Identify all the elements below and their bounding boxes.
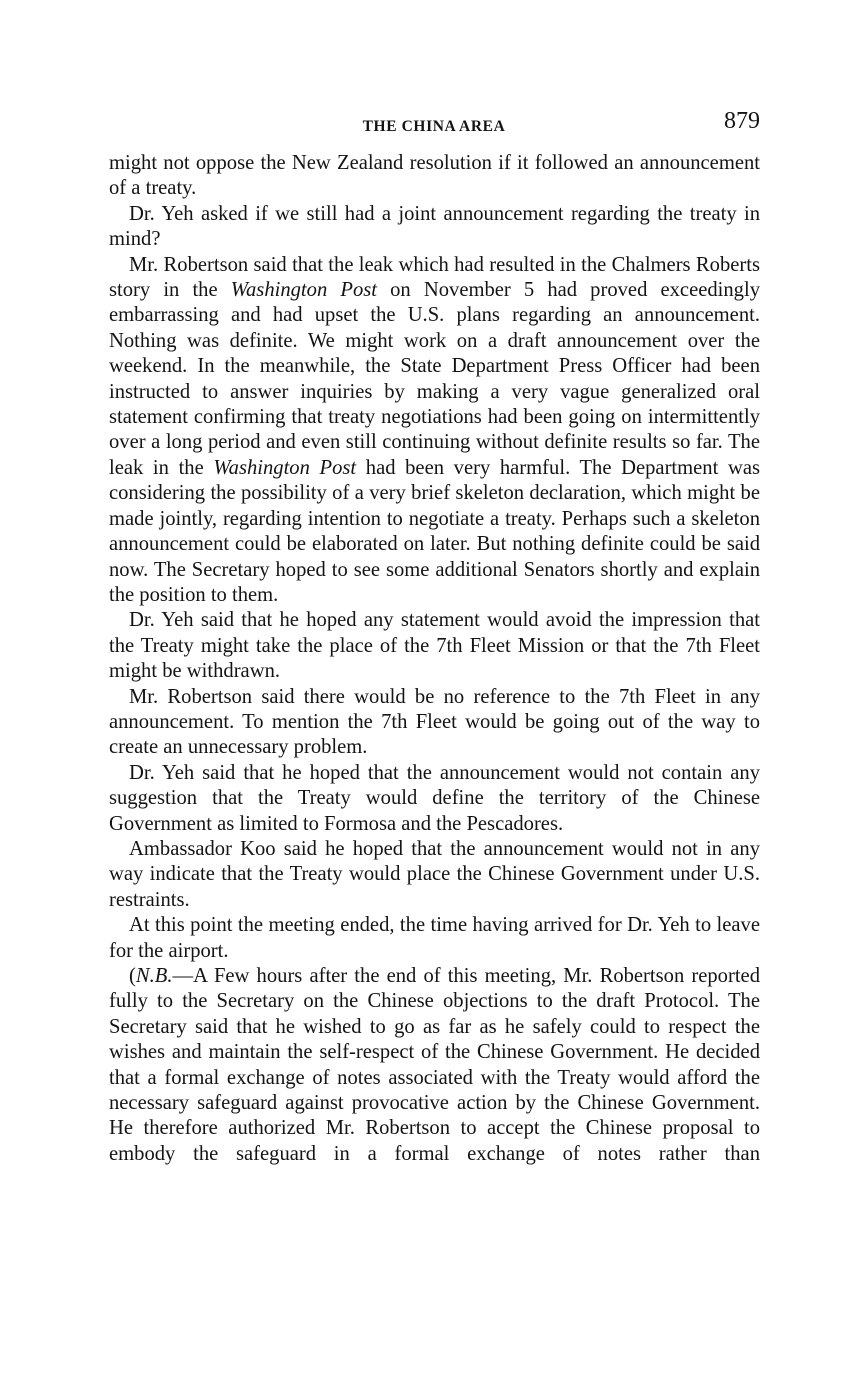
nota-bene-label: N.B. — [135, 965, 173, 987]
paragraph-5: Mr. Robertson said there would be no reference to the 7th Fleet in any announcement. To mention the 7th Fleet would be going out of the way to create an unnecessary problem. — [109, 685, 760, 759]
paragraph-1: might not oppose the New Zealand resolution if it followed an announcement of a treaty. — [109, 152, 760, 200]
paragraph-3-text-c: had been very harmful. The Department was considering the possibility of a very brief skeleton declaration, which might be made jointly, regarding intention to negotiate a treaty. Perhaps such a skeleton announcement could be elaborated on later. But nothing definite could be said now. The Secretary hoped to see some additional Senators shortly and explain the position to them. — [109, 456, 760, 606]
newspaper-title: Washington Post — [230, 279, 377, 302]
paragraph-3-text-a: Mr. Robertson said that the leak which had resulted in the Chalmers Roberts story in the — [109, 253, 760, 302]
paragraph-3-text-b: on November 5 had proved exceedingly embarrassing and had upset the U.S. plans regarding an announcement. Nothing was definite. We might work on a draft announcement over the weekend. In the meanwhile, the State Department Press Officer had been instructed to answer inquiries by making a very vague generalized oral statement confirming that treaty negotiations had been going on intermittently over a long period and even still continuing without definite results so far. The leak in the — [109, 279, 760, 479]
newspaper-title: Washington Post — [213, 456, 357, 479]
paragraph-7: Ambassador Koo said he hoped that the announcement would not in any way indicate that the Treaty would place the Chinese Government under U.S. restraints. — [109, 837, 760, 911]
page-title: THE CHINA AREA — [362, 118, 506, 135]
paragraph-2: Dr. Yeh asked if we still had a joint announcement regarding the treaty in mind? — [109, 202, 760, 251]
paragraph-6: Dr. Yeh said that he hoped that the announcement would not contain any suggestion that the Treaty would define the territory of the Chinese Government as limited to Formosa and the Pescadores. — [109, 761, 760, 835]
paragraph-8: At this point the meeting ended, the time having arrived for Dr. Yeh to leave for the airport. — [109, 914, 760, 962]
paragraph-9-text: —A Few hours after the end of this meeting, Mr. Robertson reported fully to the Secretary on the Chinese objections to the draft Protocol. The Secretary said that he wished to go as far as he safely could to respect the wishes and maintain the self-respect of the Chinese Government. He decided that a formal exchange of notes associated with the Treaty would afford the necessary safeguard against provocative action by the Chinese Government. He therefore authorized Mr. Robertson to accept the Chinese proposal to embody the safeguard in a formal exchange of notes rather than — [109, 965, 760, 1165]
running-head — [0, 108, 868, 142]
paragraph-3 — [109, 253, 760, 609]
paragraph-9 — [109, 964, 760, 1167]
body-text — [109, 151, 760, 1167]
paren-open: ( — [129, 965, 136, 987]
paragraph-4: Dr. Yeh said that he hoped any statement would avoid the impression that the Treaty might take the place of the 7th Fleet Mission or that the 7th Fleet might be withdrawn. — [109, 609, 760, 683]
page-number: 879 — [724, 108, 760, 134]
